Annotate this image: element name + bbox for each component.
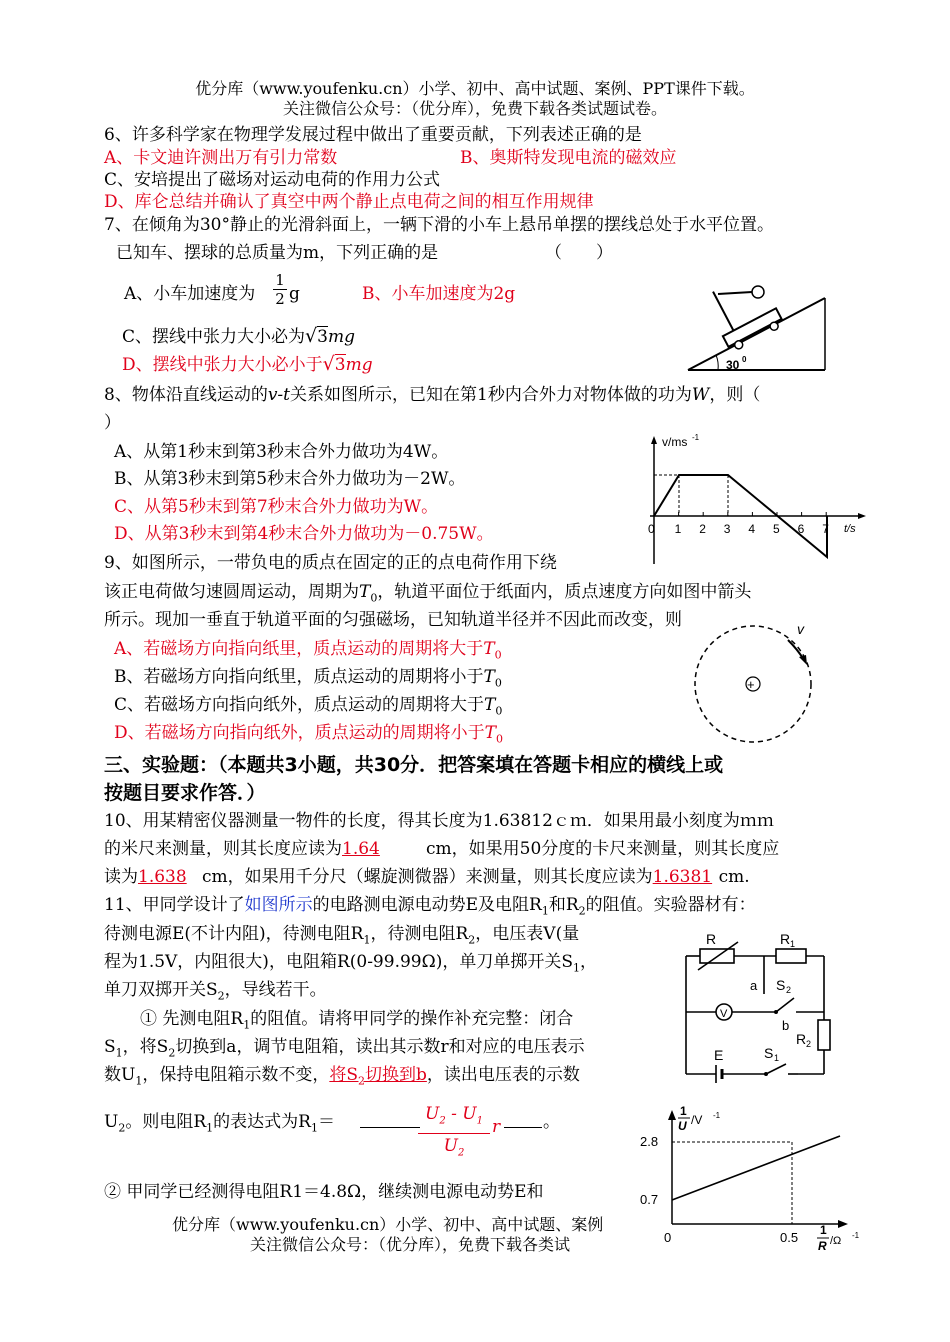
q9-b-text: B、若磁场方向指向纸里，质点运动的周期将小于 <box>114 667 484 687</box>
vt-y-arrow <box>651 436 657 444</box>
vt-tick-label: 4 <box>748 522 756 536</box>
sub-1: 1 <box>572 961 580 975</box>
q11-l3-a: 程为1.5V，内阻很大)，电阻箱R(0-99.99Ω)，单刀单掷开关S <box>104 952 573 972</box>
q9-a-t: T <box>483 639 495 659</box>
inv-y-num: 1 <box>680 1104 687 1118</box>
q7-c-mg: mg <box>327 327 355 347</box>
circuit-figure <box>678 928 838 1088</box>
orbit-figure <box>690 612 825 747</box>
q9-option-b <box>114 666 502 694</box>
label-s2: S <box>776 977 786 993</box>
sub-1: 1 <box>206 1121 214 1135</box>
switch-s1 <box>766 1064 786 1074</box>
vt-graph <box>640 432 870 567</box>
q7-option-c-text: C、摆线中张力大小必为 <box>122 327 306 347</box>
vt-y-label: v/ms <box>662 435 688 449</box>
sub-1: 1 <box>135 1074 143 1088</box>
q11-l8-d: ＝ <box>317 1112 335 1132</box>
vt-x-label: t/s <box>844 523 856 535</box>
resistor-r2 <box>818 1020 830 1050</box>
q7-option-b: B、小车加速度为2g <box>362 284 516 304</box>
q9-stem-2a: 该正电荷做匀速圆周运动，周期为 <box>104 582 359 602</box>
q9-option-d <box>114 722 503 750</box>
inv-y-den: U <box>678 1119 687 1133</box>
q11-l8-b: 。则电阻R <box>125 1112 207 1132</box>
q10-l2-a: 的米尺来测量，则其长度应读为 <box>104 839 342 859</box>
q11-l7-c: ，读出电压表的示数 <box>426 1065 580 1085</box>
sub-1: 1 <box>363 933 371 947</box>
incline-figure <box>680 280 830 375</box>
q10-answer-2: 1.638 <box>138 867 187 887</box>
q11-l5-a: ① 先测电阻R <box>140 1009 244 1029</box>
section-3-title-2: 按题目要求作答．） <box>104 782 266 804</box>
q6-stem: 6、许多科学家在物理学发展过程中做出了重要贡献，下列表述正确的是 <box>104 125 642 145</box>
label-s2-sub: 2 <box>786 985 792 995</box>
switch-s2 <box>776 998 794 1012</box>
footer-line-2: 关注微信公众号：（优分库），免费下载各类试 <box>250 1235 571 1254</box>
q11-l2-a: 待测电源E(不计内阻)，待测电阻R <box>104 924 364 944</box>
answer-blank-right <box>504 1127 542 1128</box>
q9-stem-2b: ，轨道平面位于纸面内，质点速度方向如图中箭头 <box>377 582 752 602</box>
q9-d-text: D、若磁场方向指向纸外，质点运动的周期将小于 <box>114 723 485 743</box>
q11-l4-a: 单刀双掷开关S <box>104 980 218 1000</box>
q7-option-a-text: A、小车加速度为 <box>124 284 256 304</box>
q11-l2-b: ，待测电阻R <box>370 924 469 944</box>
q7-fraction <box>273 271 287 308</box>
q10-l2-b: cm，如果用50分度的卡尺来测量，则其长度应 <box>426 839 780 859</box>
q11-line-8 <box>104 1111 335 1139</box>
q8-option-b: B、从第3秒末到第5秒末合外力做功为－2W。 <box>114 469 466 489</box>
q9-d-t: T <box>484 723 496 743</box>
q7-option-a-g: g <box>289 284 300 304</box>
angle-degree: 0 <box>742 355 747 364</box>
q11-figure-link[interactable]: 如图所示 <box>244 895 313 915</box>
inv-x-unit-sup: -1 <box>852 1231 860 1240</box>
q10-line-1: 10、用某精密仪器测量一物件的长度，得其长度为1.63812ｃｍ．如果用最小刻度为ｍｍ <box>104 811 774 831</box>
label-b: b <box>782 1018 790 1033</box>
angle-label: 30 <box>726 358 740 372</box>
q11-line-3 <box>104 951 597 979</box>
q7-frac-den: 2 <box>275 290 285 308</box>
label-r2-sub: 2 <box>806 1039 812 1049</box>
sub-1: 1 <box>310 1121 318 1135</box>
inverse-graph <box>630 1102 870 1254</box>
q10-answer-1: 1.64 <box>342 839 380 859</box>
cart <box>702 280 784 353</box>
q11-l2-c: ，电压表V(量 <box>475 924 580 944</box>
q9-c-text: C、若磁场方向指向纸外，质点运动的周期将大于 <box>114 695 485 715</box>
q9-stem-1: 9、如图所示，一带负电的质点在固定的正的点电荷作用下绕 <box>104 553 557 573</box>
q11-line-4 <box>104 979 327 1007</box>
label-a: a <box>750 978 758 993</box>
q11-l6-b: ，将S <box>122 1037 169 1057</box>
q11-l3-comma: ， <box>579 952 597 972</box>
q9-stem-3: 所示。现加一垂直于轨道平面的匀强磁场，已知轨道半径并不因此而改变，则 <box>104 610 682 630</box>
vt-tick-label: 2 <box>699 522 706 536</box>
rheostat-arrow <box>698 942 738 970</box>
q8-stem-w: W <box>691 385 710 405</box>
inv-tick-x0: 0 <box>664 1230 672 1245</box>
sub-2: 2 <box>578 904 586 918</box>
q11-line-5 <box>140 1008 573 1036</box>
q9-option-c <box>114 694 502 722</box>
q11-line-2 <box>104 923 579 951</box>
inv-line <box>672 1136 840 1200</box>
inv-tick-y0: 0.7 <box>640 1192 659 1207</box>
velocity-arrowhead <box>799 655 807 665</box>
sqrt-sign: √ <box>322 353 335 375</box>
q9-b-t: T <box>483 667 495 687</box>
q9-c-t: T <box>484 695 496 715</box>
header-line-2: 关注微信公众号：（优分库），免费下载各类试题试卷。 <box>282 99 667 118</box>
vt-tick-label: 1 <box>674 522 682 536</box>
velocity-label: v <box>797 621 804 637</box>
frac-u: U <box>425 1104 440 1124</box>
q7-c-root: 3 <box>317 327 328 347</box>
q8-stem-a: 8、物体沿直线运动的 <box>104 385 268 405</box>
q11-line-7 <box>104 1064 580 1092</box>
label-s1: S <box>764 1045 774 1061</box>
q10-line-3 <box>104 866 750 888</box>
sub-1: 1 <box>243 1018 251 1032</box>
vt-tick-label: 3 <box>723 522 731 536</box>
q9-t0-sub: 0 <box>370 591 378 605</box>
label-v: V <box>720 1008 728 1020</box>
q6-option-d: D、库仑总结并确认了真空中两个静止点电荷之间的相互作用规律 <box>104 192 594 212</box>
q11-frac-r: r <box>492 1117 501 1137</box>
q11-line-1 <box>104 894 756 922</box>
label-e: E <box>714 1047 724 1063</box>
q7-option-d <box>122 353 373 376</box>
vt-tick-label: 5 <box>773 522 780 536</box>
q11-l4-b: ，导线若干。 <box>224 980 327 1000</box>
vt-tick-label: 6 <box>797 522 805 536</box>
frac-sub: 2 <box>457 1147 465 1159</box>
q7-d-mg: mg <box>345 355 373 375</box>
switch-node <box>764 1072 768 1076</box>
q7-d-root: 3 <box>334 355 346 375</box>
q6-option-a: A、卡文迪许测出万有引力常数 <box>104 148 338 168</box>
q9-option-a <box>114 638 502 666</box>
q8-stem-2: ） <box>104 413 121 433</box>
inv-tick-x1: 0.5 <box>780 1230 799 1245</box>
inv-x-unit: /Ω <box>830 1235 842 1247</box>
inv-x-num: 1 <box>820 1223 827 1237</box>
inv-x-den: R <box>818 1239 827 1253</box>
q11-frac-den <box>418 1134 490 1165</box>
q11-fraction <box>418 1102 490 1166</box>
q9-c-sub: 0 <box>495 704 503 718</box>
vt-x-arrow <box>858 513 866 519</box>
sub-1: 1 <box>115 1046 123 1060</box>
header-line-1: 优分库（www.youfenku.cn）小学、初中、高中试题、案例、PPT课件下载。 <box>195 79 755 98</box>
frac-sub: 1 <box>476 1115 483 1127</box>
q11-frac-num <box>418 1102 490 1134</box>
q11-l8-end: 。 <box>543 1112 560 1132</box>
q11-l7-a: 数U <box>104 1065 136 1085</box>
q11-l6-a: S <box>104 1037 116 1057</box>
q9-stem-2 <box>104 581 751 609</box>
q7-option-c <box>122 325 355 348</box>
q7-paren: （ ） <box>545 243 613 263</box>
q11-l1-d: 的阻值。实验器材有： <box>585 895 756 915</box>
angle-arc <box>716 355 718 370</box>
sub-2: 2 <box>168 1046 176 1060</box>
q11-l8-c: 的表达式为R <box>213 1112 311 1132</box>
q11-l7-b: ，保持电阻箱示数不变， <box>142 1065 330 1085</box>
sqrt-sign: √ <box>305 325 318 347</box>
label-s1-sub: 1 <box>774 1053 780 1063</box>
q8-stem-b: 关系如图所示，已知在第1秒内合外力对物体做的功为 <box>290 385 692 405</box>
sub-2: 2 <box>357 1074 365 1088</box>
plus-sign: + <box>747 677 755 692</box>
pendulum-bob <box>752 286 764 298</box>
q6-option-b: B、奥斯特发现电流的磁效应 <box>460 148 677 168</box>
answer-blank-left <box>360 1127 420 1128</box>
q7-option-a <box>124 283 255 305</box>
inv-y-unit: /V <box>691 1113 703 1127</box>
q11-l5-b: 的阻值。请将甲同学的操作补充完整：闭合 <box>250 1009 574 1029</box>
inv-x-arrow <box>838 1220 848 1228</box>
q11-l1-c: 和R <box>548 895 579 915</box>
vt-y-label-sup: -1 <box>692 433 700 442</box>
q11-l1-b: 的电路测电源电动势E及电阻R <box>312 895 542 915</box>
q11-l6-c: 切换到a，调节电阻箱，读出其示数r和对应的电压表示 <box>175 1037 585 1057</box>
q10-l3-c: cm. <box>718 867 750 887</box>
q11-ans-b: 切换到b <box>364 1065 427 1085</box>
inv-tick-y1: 2.8 <box>640 1134 659 1149</box>
q7-stem-1: 7、在倾角为30°静止的光滑斜面上，一辆下滑的小车上悬吊单摆的摆线总处于水平位置。 <box>104 215 774 235</box>
q9-a-text: A、若磁场方向指向纸里，质点运动的周期将大于 <box>114 639 484 659</box>
q7-option-d-text: D、摆线中张力大小必小于 <box>122 355 323 375</box>
cart-pole <box>713 292 733 331</box>
sub-1: 1 <box>541 904 549 918</box>
footer-line-1: 优分库（www.youfenku.cn）小学、初中、高中试题、案例 <box>172 1215 604 1234</box>
q10-l3-a: 读为 <box>104 867 138 887</box>
q11-ans-a: 将S <box>329 1065 358 1085</box>
sub-2: 2 <box>468 933 476 947</box>
q9-b-sub: 0 <box>494 676 502 690</box>
q11-l1-a: 11、甲同学设计了 <box>104 895 245 915</box>
section-3-title-1: 三、实验题：（本题共3小题，共30分．把答案填在答题卡相应的横线上或 <box>104 754 724 776</box>
label-r1: R <box>780 931 791 947</box>
vt-tick-label: 0 <box>648 522 655 536</box>
q9-t0: T <box>359 582 371 602</box>
frac-minus-u: - U <box>445 1104 477 1124</box>
q7-frac-num: 1 <box>273 271 287 290</box>
inv-y-arrow <box>668 1110 676 1120</box>
label-r1-sub: 1 <box>790 939 796 949</box>
vt-tick-label: 7 <box>822 522 829 536</box>
pendulum-string <box>718 292 752 294</box>
q10-l3-b: cm，如果用千分尺（螺旋测微器）来测量，则其长度应读为 <box>202 867 653 887</box>
inv-y-unit-sup: -1 <box>713 1111 721 1120</box>
q8-option-a: A、从第1秒末到第3秒末合外力做功为4W。 <box>114 442 449 462</box>
switch-node <box>774 1010 778 1014</box>
label-r2: R <box>796 1031 807 1047</box>
q6-option-c: C、安培提出了磁场对运动电荷的作用力公式 <box>104 170 441 190</box>
frac-sub: 2 <box>439 1115 446 1127</box>
q9-d-sub: 0 <box>495 732 503 746</box>
label-r: R <box>706 931 717 947</box>
q8-option-c: C、从第5秒末到第7秒末合外力做功为W。 <box>114 497 439 517</box>
q8-stem-vt: v-t <box>267 385 291 405</box>
q8-option-d: D、从第3秒末到第4秒末合外力做功为－0.75W。 <box>114 524 494 544</box>
sub-2: 2 <box>217 989 225 1003</box>
q11-line-9: ② 甲同学已经测得电阻R1＝4.8Ω，继续测电源电动势E和 <box>104 1182 544 1202</box>
sub-2: 2 <box>118 1121 126 1135</box>
q8-stem <box>104 384 760 406</box>
q8-stem-c: ，则（ <box>709 385 761 405</box>
q11-l8-a: U <box>104 1112 119 1132</box>
q11-answer-switch <box>329 1065 427 1088</box>
q9-a-sub: 0 <box>494 648 502 662</box>
incline-slope <box>688 298 825 370</box>
q11-line-6 <box>104 1036 585 1064</box>
q10-line-2 <box>104 838 779 860</box>
q7-stem-2: 已知车、摆球的总质量为m，下列正确的是 <box>116 243 439 263</box>
resistor-r1 <box>776 949 806 963</box>
q10-answer-3: 1.6381 <box>652 867 713 887</box>
frac-den-u: U <box>443 1136 458 1157</box>
